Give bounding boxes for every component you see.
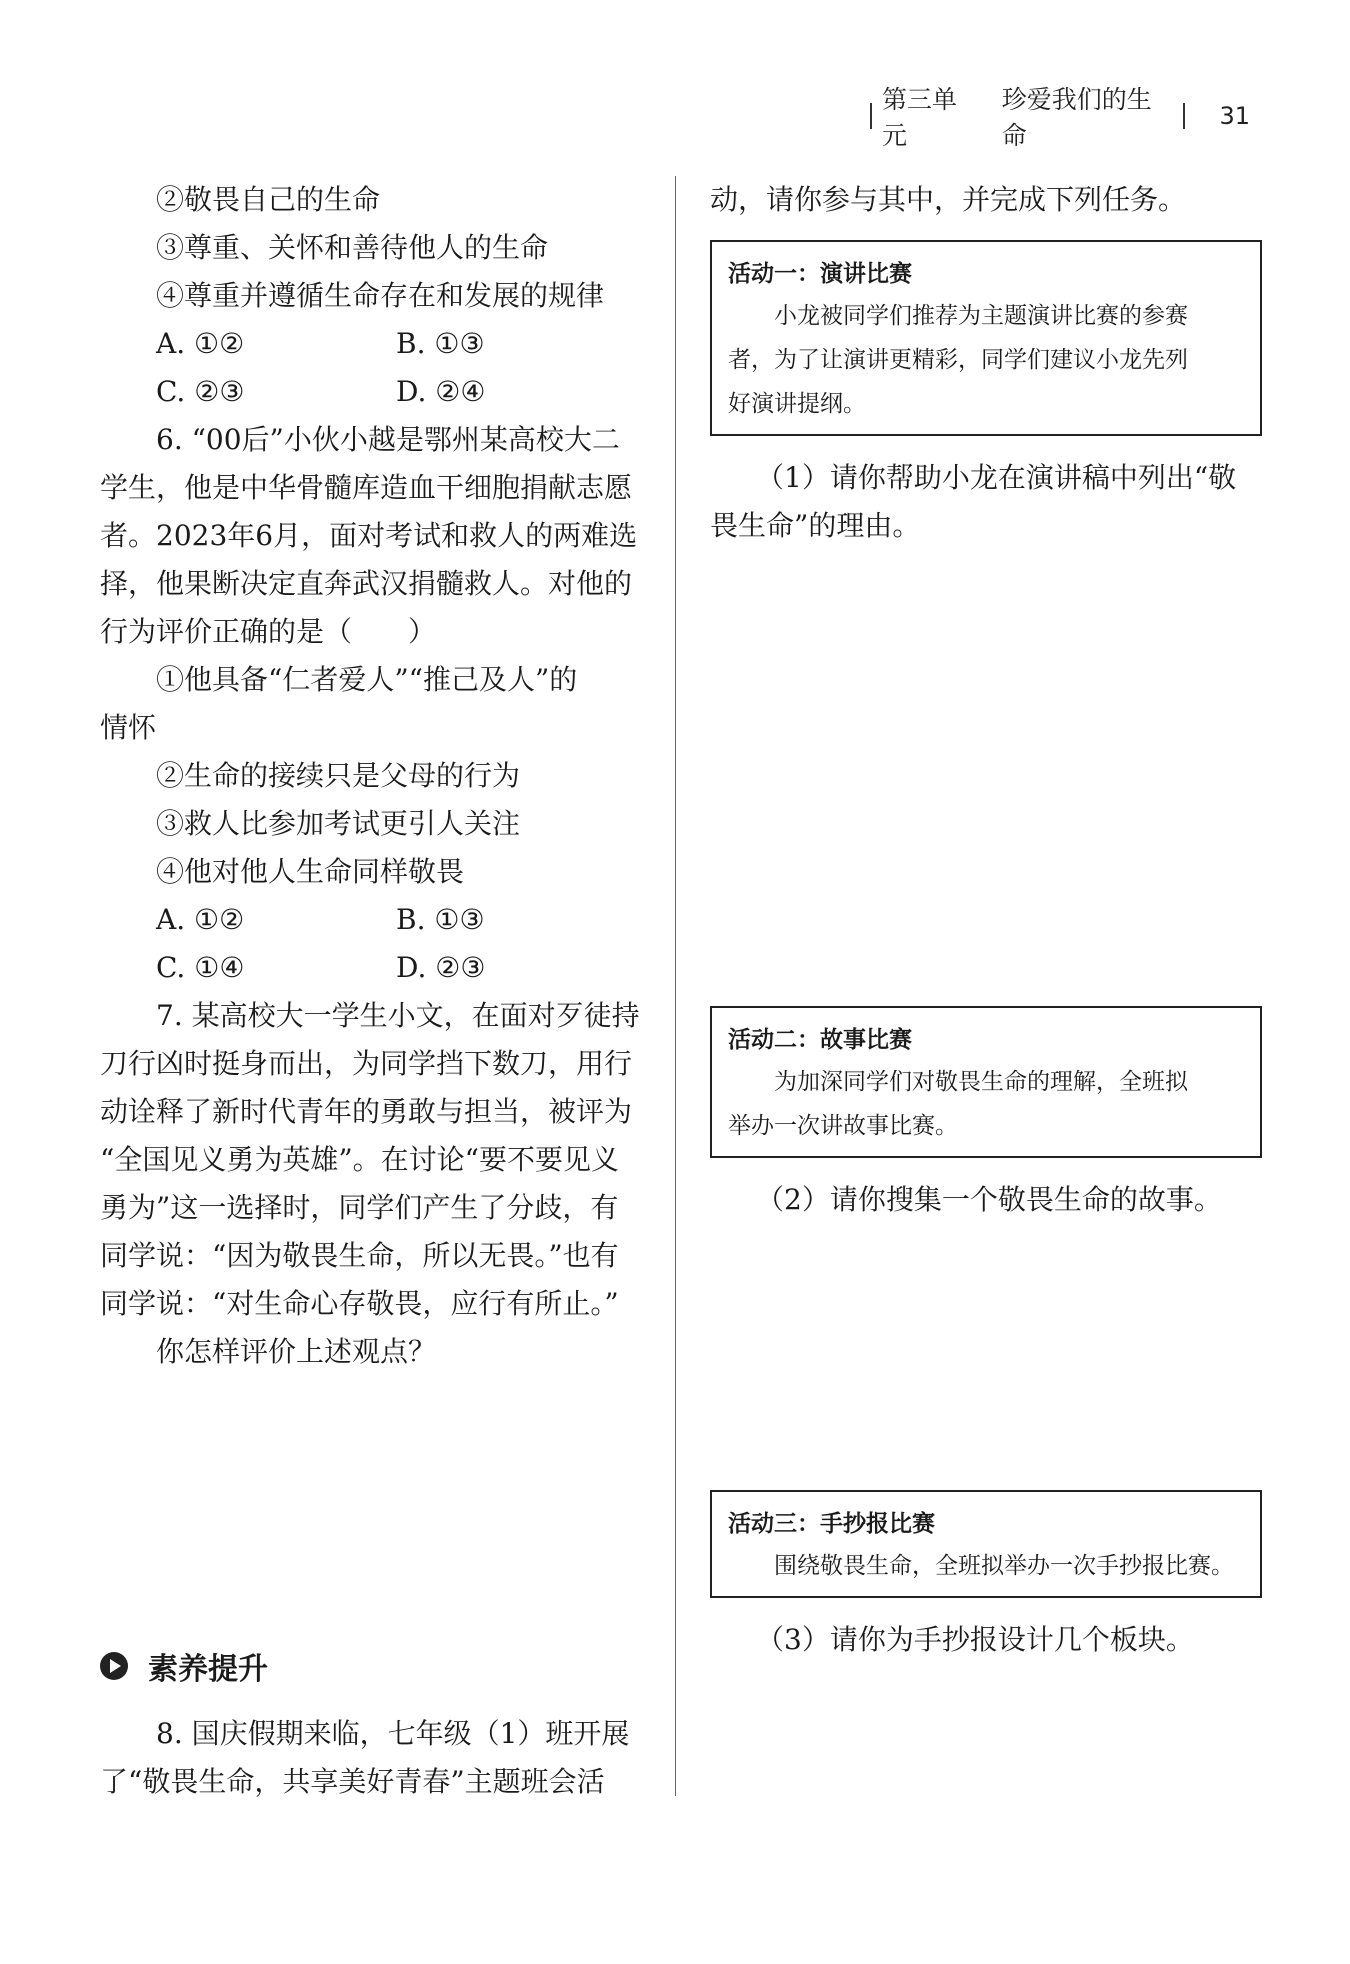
q6-option-d: D. ②③ [396, 951, 486, 984]
activity-text: 举办一次讲故事比赛。 [728, 1113, 958, 1139]
unit-label: 第三单元 [881, 85, 957, 150]
page-header [860, 85, 1250, 150]
q6-stem-line: 学生，他是中华骨髓库造血干细胞捐献志愿 [100, 471, 633, 504]
q6-stem-line: 行为评价正确的是（ ） [100, 615, 437, 648]
section-heading [100, 1636, 660, 1696]
activity-text: 好演讲提纲。 [728, 391, 866, 417]
answer-space-1 [710, 550, 1262, 990]
play-icon [100, 1652, 128, 1680]
activity-title: 活动二：故事比赛 [728, 1027, 912, 1053]
q8-intro-line: 动，请你参与其中，并完成下列任务。 [710, 183, 1187, 216]
activity-box-2 [710, 1006, 1262, 1158]
q5-options-row [100, 368, 660, 416]
q5-option-a: A. ①② [156, 327, 245, 360]
q7-stem-line: 7. 某高校大一学生小文，在面对歹徒持 [156, 999, 640, 1032]
q6-item: ②生命的接续只是父母的行为 [156, 759, 521, 792]
task-1: （1）请你帮助小龙在演讲稿中列出“敬 [756, 461, 1237, 494]
answer-space-2 [710, 1224, 1262, 1474]
q5-item: ②敬畏自己的生命 [156, 183, 381, 216]
activity-text: 为加深同学们对敬畏生命的理解，全班拟 [774, 1069, 1188, 1095]
q6-stem-line: 择，他果断决定直奔武汉捐髓救人。对他的 [100, 567, 633, 600]
q5-options-row [100, 320, 660, 368]
q7-question: 你怎样评价上述观点？ [156, 1335, 437, 1368]
q5-item: ④尊重并遵循生命存在和发展的规律 [156, 279, 605, 312]
q8-stem-line: 8. 国庆假期来临，七年级（1）班开展 [156, 1717, 630, 1750]
q7-stem-line: 同学说：“对生命心存敬畏，应行有所止。” [100, 1287, 619, 1320]
activity-text: 围绕敬畏生命，全班拟举办一次手抄报比赛。 [774, 1553, 1234, 1579]
right-column [710, 176, 1262, 1664]
q6-item: ①他具备“仁者爱人”“推己及人”的 [156, 663, 578, 696]
activity-title: 活动一：演讲比赛 [728, 261, 912, 287]
q5-option-c: C. ②③ [156, 375, 245, 408]
q6-option-b: B. ①③ [396, 903, 485, 936]
q6-stem-line: 者。2023年6月，面对考试和救人的两难选 [100, 519, 638, 552]
q5-option-b: B. ①③ [396, 327, 485, 360]
task-3: （3）请你为手抄报设计几个板块。 [756, 1623, 1194, 1656]
task-2: （2）请你搜集一个敬畏生命的故事。 [756, 1183, 1222, 1216]
q5-item: ③尊重、关怀和善待他人的生命 [156, 231, 549, 264]
q7-stem-line: 刀行凶时挺身而出，为同学挡下数刀，用行 [100, 1047, 633, 1080]
section-title: 素养提升 [148, 1652, 268, 1687]
activity-title: 活动三：手抄报比赛 [728, 1511, 935, 1537]
q7-stem-line: “全国见义勇为英雄”。在讨论“要不要见义 [100, 1143, 619, 1176]
activity-box-1 [710, 240, 1262, 436]
q5-option-d: D. ②④ [396, 375, 486, 408]
activity-box-3 [710, 1490, 1262, 1598]
q7-stem-line: 勇为”这一选择时，同学们产生了分歧，有 [100, 1191, 619, 1224]
q6-option-c: C. ①④ [156, 951, 245, 984]
page-number: 31 [1219, 102, 1250, 130]
q6-item: ④他对他人生命同样敬畏 [156, 855, 465, 888]
header-divider [870, 103, 872, 129]
unit-title: 珍爱我们的生命 [1001, 85, 1152, 150]
activity-text: 者，为了让演讲更精彩，同学们建议小龙先列 [728, 347, 1188, 373]
q8-stem-line: 了“敬畏生命，共享美好青春”主题班会活 [100, 1765, 605, 1798]
q6-options-row [100, 944, 660, 992]
q7-stem-line: 同学说：“因为敬畏生命，所以无畏。”也有 [100, 1239, 619, 1272]
q7-stem-line: 动诠释了新时代青年的勇敢与担当，被评为 [100, 1095, 633, 1128]
activity-text: 小龙被同学们推荐为主题演讲比赛的参赛 [774, 303, 1188, 329]
q6-options-row [100, 896, 660, 944]
header-divider [1183, 103, 1185, 129]
task-1-cont: 畏生命”的理由。 [710, 509, 921, 542]
column-divider [675, 176, 676, 1796]
q6-option-a: A. ①② [156, 903, 245, 936]
left-column [100, 176, 660, 1806]
q6-stem-line: 6. “00后”小伙小越是鄂州某高校大二 [156, 423, 620, 456]
q6-item: ③救人比参加考试更引人关注 [156, 807, 521, 840]
q6-item: 情怀 [100, 711, 157, 744]
